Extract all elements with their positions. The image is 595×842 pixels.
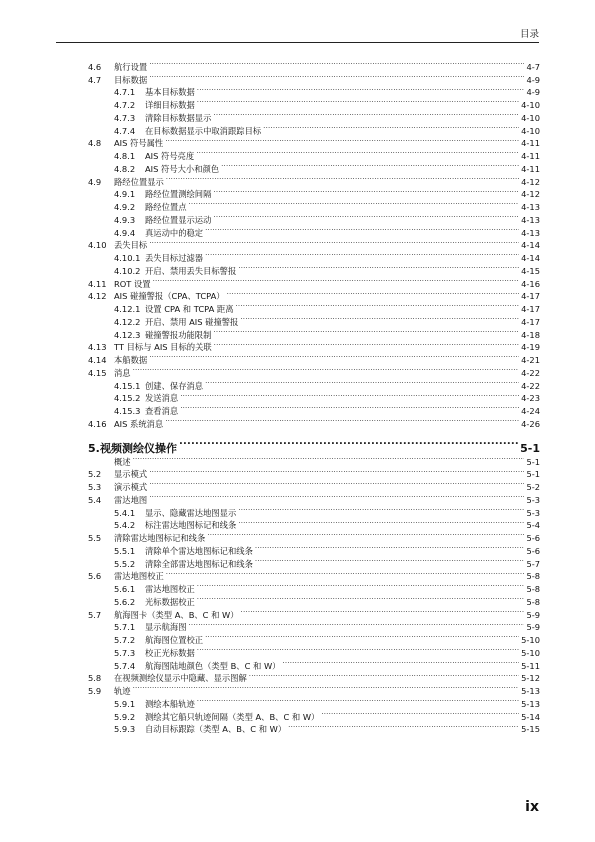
toc-entry-number: 5.5.2	[114, 558, 136, 569]
toc-entry-page: 4-13	[521, 202, 540, 212]
toc-entry-number: 4.7.4	[114, 125, 136, 136]
toc-entry-title: 雷达地图校正	[114, 571, 164, 582]
toc-entry-page: 4-15	[521, 265, 540, 276]
dot-leader	[241, 605, 525, 618]
toc-entry-title: 轨迹	[114, 686, 131, 696]
toc-entry-number: 4.8	[88, 138, 102, 149]
toc-entry-title: ROT 设置	[114, 278, 151, 289]
toc-entry-page: 5-6	[526, 533, 540, 543]
toc-entry-page: 4-11	[521, 138, 540, 149]
toc-entry-title: 雷达地图	[114, 494, 148, 505]
dot-leader	[197, 643, 519, 656]
dot-leader	[196, 146, 519, 159]
toc-entry-title: 光标数据校正	[145, 596, 195, 607]
dot-leader	[263, 121, 519, 134]
dot-leader	[180, 389, 519, 402]
toc-entry-page: 4-10	[521, 100, 540, 110]
toc-entry-number: 4.14	[88, 355, 107, 365]
toc-entry-title: 航海图位置校正	[145, 635, 204, 645]
toc-entry[interactable]	[88, 477, 540, 490]
dot-leader	[213, 325, 519, 338]
toc-entry-page: 5-3	[526, 507, 540, 518]
toc-entry-page: 5-2	[526, 482, 540, 492]
toc-entry-page: 5-10	[521, 647, 540, 658]
toc-entry-title: 本船数据	[114, 355, 148, 365]
toc-entry-page: 4-22	[521, 367, 540, 378]
toc-entry-page: 5-9	[526, 622, 540, 633]
toc-entry-page: 4-10	[521, 112, 540, 123]
table-of-contents	[88, 57, 540, 735]
toc-entry[interactable]	[88, 248, 540, 261]
toc-entry-title: 测绘其它船只轨迹间隔（类型 A、B、C 和 W）	[145, 711, 320, 722]
toc-entry-title: AIS 符号属性	[114, 138, 164, 149]
toc-entry-number: 4.12.1	[114, 304, 141, 314]
toc-entry-title: 清除全部雷达地图标记和线条	[145, 558, 253, 569]
toc-entry-title: AIS 碰撞警报（CPA、TCPA）	[114, 291, 225, 302]
page-number: ix	[525, 799, 539, 815]
toc-entry-number: 4.16	[88, 418, 107, 429]
toc-entry-number: 4.8.1	[114, 151, 136, 161]
toc-entry-title: 自动目标跟踪（类型 A、B、C 和 W）	[145, 724, 287, 735]
toc-entry-number: 4.8.2	[114, 163, 136, 174]
toc-entry-title: 丢失目标过滤器	[145, 253, 204, 263]
toc-entry-page: 4-23	[521, 393, 540, 404]
dot-leader	[238, 516, 524, 529]
toc-entry-number: 4.15	[88, 367, 107, 378]
toc-entry-number: 5.7.4	[114, 660, 136, 671]
dot-leader	[189, 197, 520, 210]
toc-entry-number: 4.7.1	[114, 87, 136, 98]
toc-entry-page: 5-12	[521, 673, 540, 684]
dot-leader	[149, 465, 524, 478]
toc-entry-number: 5.4.2	[114, 520, 136, 531]
toc-entry-number: 4.7.3	[114, 112, 136, 123]
dot-leader	[133, 681, 520, 694]
toc-entry-number: 5.6	[88, 571, 102, 582]
toc-entry-title: 路经位置点	[145, 202, 187, 212]
dot-leader	[205, 630, 519, 643]
dot-leader	[205, 223, 519, 236]
toc-entry-number: 5.	[88, 441, 100, 455]
toc-entry-page: 4-7	[526, 61, 540, 72]
toc-entry-title: 设置 CPA 和 TCPA 距离	[145, 304, 234, 314]
toc-entry[interactable]	[88, 503, 540, 516]
toc-entry-page: 5-15	[521, 724, 540, 735]
toc-entry-number: 5.7	[88, 609, 102, 620]
toc-entry-number: 4.10.2	[114, 265, 141, 276]
dot-leader	[149, 57, 524, 70]
dot-leader	[205, 248, 519, 261]
dot-leader	[197, 592, 525, 605]
dot-leader	[249, 669, 519, 682]
toc-entry-page: 5-9	[526, 609, 540, 620]
toc-entry[interactable]	[88, 694, 540, 707]
dot-leader	[197, 83, 525, 96]
toc-entry-title: 视频测绘仪操作	[100, 441, 177, 455]
toc-entry-title: 消息	[114, 367, 131, 378]
toc-entry[interactable]	[88, 287, 540, 300]
toc-entry-number: 5.4.1	[114, 507, 136, 518]
dot-leader	[214, 338, 519, 351]
toc-entry-page: 4-13	[521, 227, 540, 238]
dot-leader	[133, 452, 525, 465]
dot-leader	[149, 70, 524, 83]
toc-entry-page: 5-3	[526, 494, 540, 505]
toc-entry-number: 4.10	[88, 240, 107, 251]
toc-entry-number: 5.9.1	[114, 698, 136, 709]
toc-entry[interactable]	[88, 376, 540, 389]
dot-leader	[166, 172, 519, 185]
dot-leader	[227, 287, 520, 300]
dot-leader	[153, 274, 520, 287]
toc-entry-page: 5-8	[526, 596, 540, 607]
toc-entry-title: 标注雷达地图标记和线条	[145, 520, 237, 531]
toc-entry-title: 详细目标数据	[145, 100, 195, 110]
toc-entry-page: 5-6	[526, 545, 540, 556]
toc-entry-number: 5.5.1	[114, 545, 136, 556]
toc-entry-number: 4.7.2	[114, 100, 136, 110]
dot-leader	[213, 108, 519, 121]
toc-entry-number: 5.6.1	[114, 584, 136, 594]
dot-leader	[165, 134, 519, 147]
toc-entry-number: 5.5	[88, 533, 102, 543]
toc-entry-title: 路经位置测绘间隔	[145, 189, 212, 200]
toc-entry-page: 4-14	[521, 240, 540, 251]
toc-entry-number: 4.9.2	[114, 202, 136, 212]
toc-entry-page: 4-12	[521, 189, 540, 200]
toc-entry-title: 显示模式	[114, 469, 148, 480]
toc-entry-page: 4-17	[521, 291, 540, 302]
toc-entry-title: 测绘本船轨迹	[145, 698, 195, 709]
dot-leader	[213, 185, 519, 198]
toc-entry-title: AIS 系统消息	[114, 418, 164, 429]
toc-entry[interactable]	[88, 363, 540, 376]
toc-entry-page: 4-21	[521, 355, 540, 365]
header-rule	[56, 42, 539, 43]
toc-entry-title: 校正光标数据	[145, 647, 195, 658]
toc-entry-page: 4-19	[521, 342, 540, 353]
toc-entry-number: 5.3	[88, 482, 102, 492]
toc-entry-title: 查看消息	[145, 406, 179, 416]
toc-entry-page: 4-10	[521, 125, 540, 136]
dot-leader	[205, 376, 519, 389]
toc-entry-title: 雷达地图校正	[145, 584, 195, 594]
toc-entry-title: 创建、保存消息	[145, 380, 204, 391]
toc-entry-page: 4-26	[521, 418, 540, 429]
dot-leader	[149, 236, 519, 249]
toc-entry-title: 航海图卡（类型 A、B、C 和 W）	[114, 609, 239, 620]
dot-leader	[213, 210, 519, 223]
toc-entry-title: 开启、禁用丢失目标警报	[145, 265, 237, 276]
toc-entry-page: 4-11	[521, 163, 540, 174]
toc-entry[interactable]	[88, 490, 540, 503]
dot-leader	[221, 159, 519, 172]
toc-entry-page: 4-9	[526, 74, 540, 85]
toc-entry[interactable]	[88, 274, 540, 287]
dot-leader	[240, 312, 519, 325]
dot-leader	[197, 579, 525, 592]
toc-entry-number: 5.7.2	[114, 635, 136, 645]
toc-entry-title: 清除目标数据显示	[145, 112, 212, 123]
toc-entry-number: 5.9.3	[114, 724, 136, 735]
toc-entry-number: 5.7.3	[114, 647, 136, 658]
toc-entry-page: 4-12	[521, 176, 540, 187]
toc-entry[interactable]	[88, 83, 540, 96]
dot-leader	[288, 720, 519, 733]
toc-entry-title: 开启、禁用 AIS 碰撞警报	[145, 316, 239, 327]
toc-entry[interactable]	[88, 465, 540, 478]
toc-entry-title: 在目标数据显示中取消跟踪目标	[145, 125, 262, 136]
toc-entry-title: 路经位置显示	[114, 176, 164, 187]
toc-entry-number: 4.12.2	[114, 316, 141, 327]
toc-entry-page: 4-17	[521, 304, 540, 314]
toc-entry-number: 4.9	[88, 176, 102, 187]
toc-entry-title: 在视频测绘仪显示中隐藏、显示图解	[114, 673, 247, 684]
toc-entry-number: 5.9.2	[114, 711, 136, 722]
toc-entry-page: 5-1	[526, 456, 540, 467]
dot-leader	[165, 414, 519, 427]
toc-entry-page: 5-4	[526, 520, 540, 531]
toc-entry-title: 丢失目标	[114, 240, 148, 251]
toc-entry-number: 5.8	[88, 673, 102, 684]
toc-entry-title: 碰撞警报功能限制	[145, 329, 212, 340]
toc-entry-number: 4.15.3	[114, 406, 141, 416]
toc-entry-page: 4-17	[521, 316, 540, 327]
toc-entry-title: 真运动中的稳定	[145, 227, 204, 238]
toc-entry-number: 4.12.3	[114, 329, 141, 340]
toc-entry-page: 4-18	[521, 329, 540, 340]
dot-leader	[179, 435, 518, 452]
toc-entry-number: 4.10.1	[114, 253, 141, 263]
toc-entry-page: 4-16	[521, 278, 540, 289]
toc-entry-page: 5-13	[521, 686, 540, 696]
toc-entry-title: 发送消息	[145, 393, 179, 404]
toc-entry[interactable]	[88, 681, 540, 694]
toc-entry-number: 4.13	[88, 342, 107, 353]
toc-entry-number: 4.15.2	[114, 393, 141, 404]
dot-leader	[180, 401, 519, 414]
toc-entry-title: 演示模式	[114, 482, 148, 492]
toc-entry-page: 5-1	[526, 469, 540, 480]
dot-leader	[149, 490, 524, 503]
toc-entry-number: 4.11	[88, 278, 107, 289]
toc-entry-title: 路经位置显示运动	[145, 214, 212, 225]
dot-leader	[207, 528, 524, 541]
toc-entry-title: 航海图陆地颜色（类型 B、C 和 W）	[145, 660, 281, 671]
running-header: 目录	[519, 29, 539, 40]
toc-entry-title: 目标数据	[114, 74, 148, 85]
toc-entry-number: 4.9.3	[114, 214, 136, 225]
toc-entry[interactable]	[88, 236, 540, 249]
toc-entry-page: 5-8	[526, 584, 540, 594]
toc-entry-number: 5.2	[88, 469, 102, 480]
toc-entry-page: 5-14	[521, 711, 540, 722]
dot-leader	[255, 554, 525, 567]
toc-entry-number: 5.4	[88, 494, 102, 505]
toc-entry[interactable]	[88, 350, 540, 363]
toc-entry-number: 4.6	[88, 61, 102, 72]
toc-entry-title: 显示、隐藏雷达地图显示	[145, 507, 237, 518]
toc-entry-page: 4-24	[521, 406, 540, 416]
dot-leader	[149, 350, 519, 363]
dot-leader	[321, 707, 519, 720]
toc-entry-page: 5-11	[521, 660, 540, 671]
toc-entry-title: 显示航海图	[145, 622, 187, 633]
dot-leader	[282, 656, 519, 669]
toc-entry-number: 5.9	[88, 686, 102, 696]
toc-entry[interactable]	[88, 57, 540, 70]
toc-entry-page: 5-10	[521, 635, 540, 645]
toc-entry-number: 4.7	[88, 74, 102, 85]
dot-leader	[236, 299, 520, 312]
dot-leader	[189, 618, 525, 631]
dot-leader	[197, 95, 519, 108]
toc-entry-page: 5-7	[526, 558, 540, 569]
toc-entry-page: 5-8	[526, 571, 540, 582]
toc-entry-number: 5.7.1	[114, 622, 136, 633]
toc-entry-title: 清除单个雷达地图标记和线条	[145, 545, 253, 556]
toc-entry-number: 4.12	[88, 291, 107, 302]
toc-entry-page: 4-9	[526, 87, 540, 98]
toc-entry[interactable]	[88, 452, 540, 465]
dot-leader	[166, 567, 525, 580]
toc-entry-title: 清除雷达地图标记和线条	[114, 533, 206, 543]
toc-entry-page: 5-13	[521, 698, 540, 709]
toc-entry-title: AIS 符号亮度	[145, 151, 195, 161]
dot-leader	[133, 363, 520, 376]
toc-entry[interactable]	[88, 70, 540, 83]
dot-leader	[149, 477, 524, 490]
dot-leader	[255, 541, 525, 554]
toc-entry-number: 4.15.1	[114, 380, 141, 391]
toc-entry-number: 4.9.4	[114, 227, 136, 238]
toc-entry-page: 4-13	[521, 214, 540, 225]
dot-leader	[238, 503, 524, 516]
toc-entry-title: TT 目标与 AIS 目标的关联	[114, 342, 212, 353]
dot-leader	[238, 261, 519, 274]
dot-leader	[197, 694, 519, 707]
toc-entry-page: 4-11	[521, 151, 540, 161]
toc-entry-title: 航行设置	[114, 61, 148, 72]
toc-entry-page: 4-22	[521, 380, 540, 391]
toc-entry-number: 4.9.1	[114, 189, 136, 200]
toc-entry-title: AIS 符号大小和颜色	[145, 163, 220, 174]
toc-entry-page: 5-1	[520, 441, 540, 455]
toc-entry-page: 4-14	[521, 253, 540, 263]
toc-entry-title: 基本目标数据	[145, 87, 195, 98]
toc-entry-number: 5.6.2	[114, 596, 136, 607]
toc-chapter-entry[interactable]	[88, 435, 540, 455]
toc-entry-title: 概述	[114, 456, 131, 467]
